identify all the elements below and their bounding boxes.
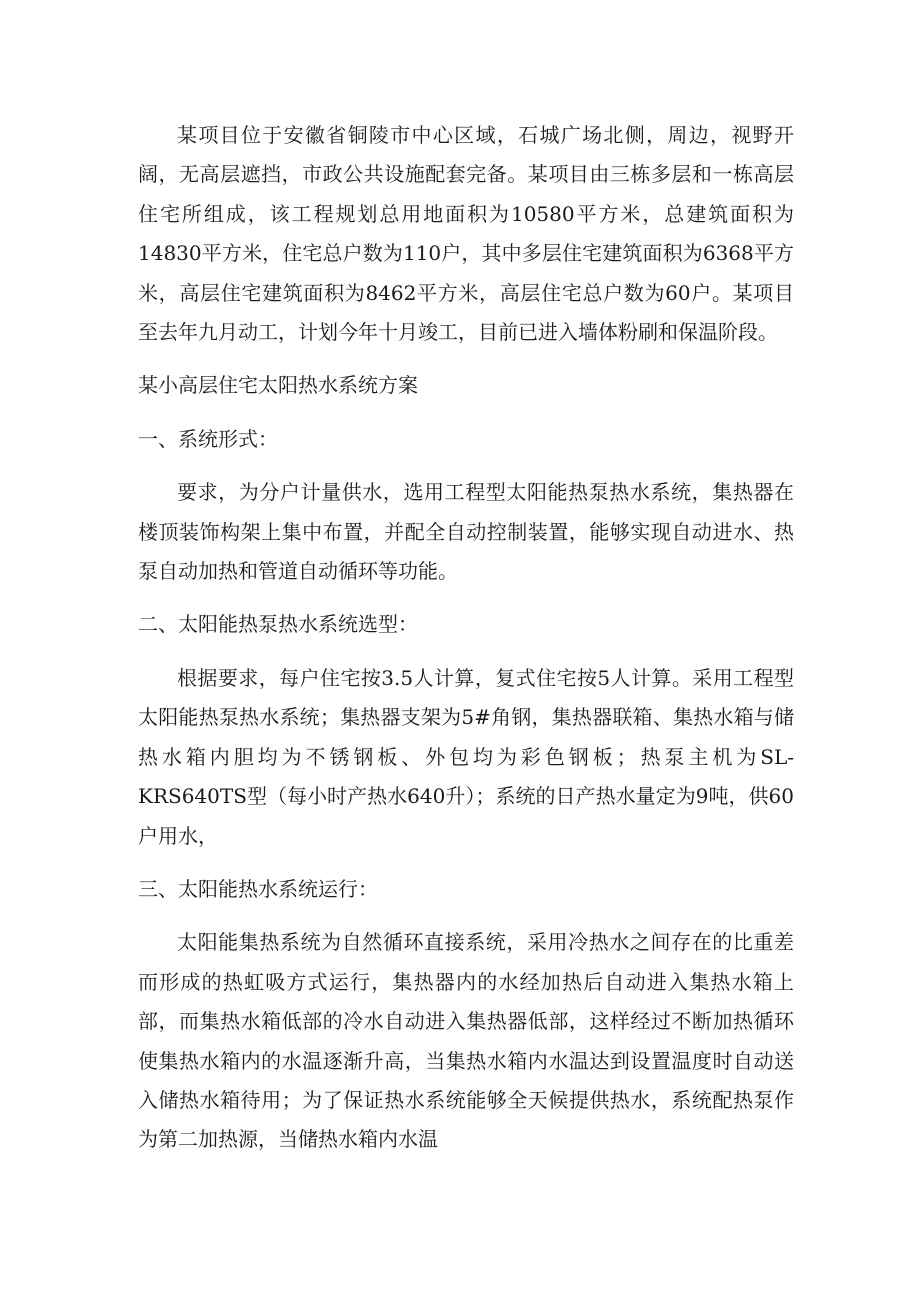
section-2-paragraph: 根据要求，每户住宅按3.5人计算，复式住宅按5人计算。采用工程型太阳能热泵热水系统；集热器支架为5#角钢，集热器联箱、集热水箱与储热水箱内胆均为不锈钢板、外包均为彩色钢板；热泵主机为SL-KRS640TS型（每小时产热水640升）；系统的日产热水量定为9吨，供60户用水， (138, 665, 794, 848)
spacer (138, 856, 794, 870)
spacer (138, 591, 794, 605)
spacer (138, 645, 794, 659)
section-3-heading: 三、太阳能热水系统运行： (138, 876, 378, 901)
section-3-paragraph: 太阳能集热系统为自然循环直接系统，采用冷热水之间存在的比重差而形成的热虹吸方式运行，集热器内的水经加热后自动进入集热水箱上部，而集热水箱低部的冷水自动进入集热器低部，这样经过不断加热循环使集热水箱内的水温逐渐升高，当集热水箱内水温达到设置温度时自动送入储热水箱待用；为了保证热水系统能够全天候提供热水，系统配热泵作为第二加热源，当储热水箱内水温 (138, 930, 794, 1152)
spacer (138, 406, 794, 420)
spacer (138, 909, 794, 923)
spacer (138, 459, 794, 473)
document-body (138, 116, 794, 1160)
section-2-heading: 二、太阳能热泵热水系统选型： (138, 612, 418, 637)
spacer (138, 352, 794, 366)
document-title: 某小高层住宅太阳热水系统方案 (138, 373, 418, 398)
section-1-heading: 一、系统形式： (138, 426, 278, 451)
intro-paragraph: 某项目位于安徽省铜陵市中心区域，石城广场北侧，周边，视野开阔，无高层遮挡，市政公共设施配套完备。某项目由三栋多层和一栋高层住宅所组成，该工程规划总用地面积为10580平方米，总建筑面积为14830平方米，住宅总户数为110户，其中多层住宅建筑面积为6368平方米，高层住宅建筑面积为8462平方米，高层住宅总户数为60户。某项目至去年九月动工，计划今年十月竣工，目前已进入墙体粉刷和保温阶段。 (138, 123, 794, 345)
section-1-paragraph: 要求，为分户计量供水，选用工程型太阳能热泵热水系统，集热器在楼顶装饰构架上集中布置，并配全自动控制装置，能够实现自动进水、热泵自动加热和管道自动循环等功能。 (138, 480, 794, 584)
